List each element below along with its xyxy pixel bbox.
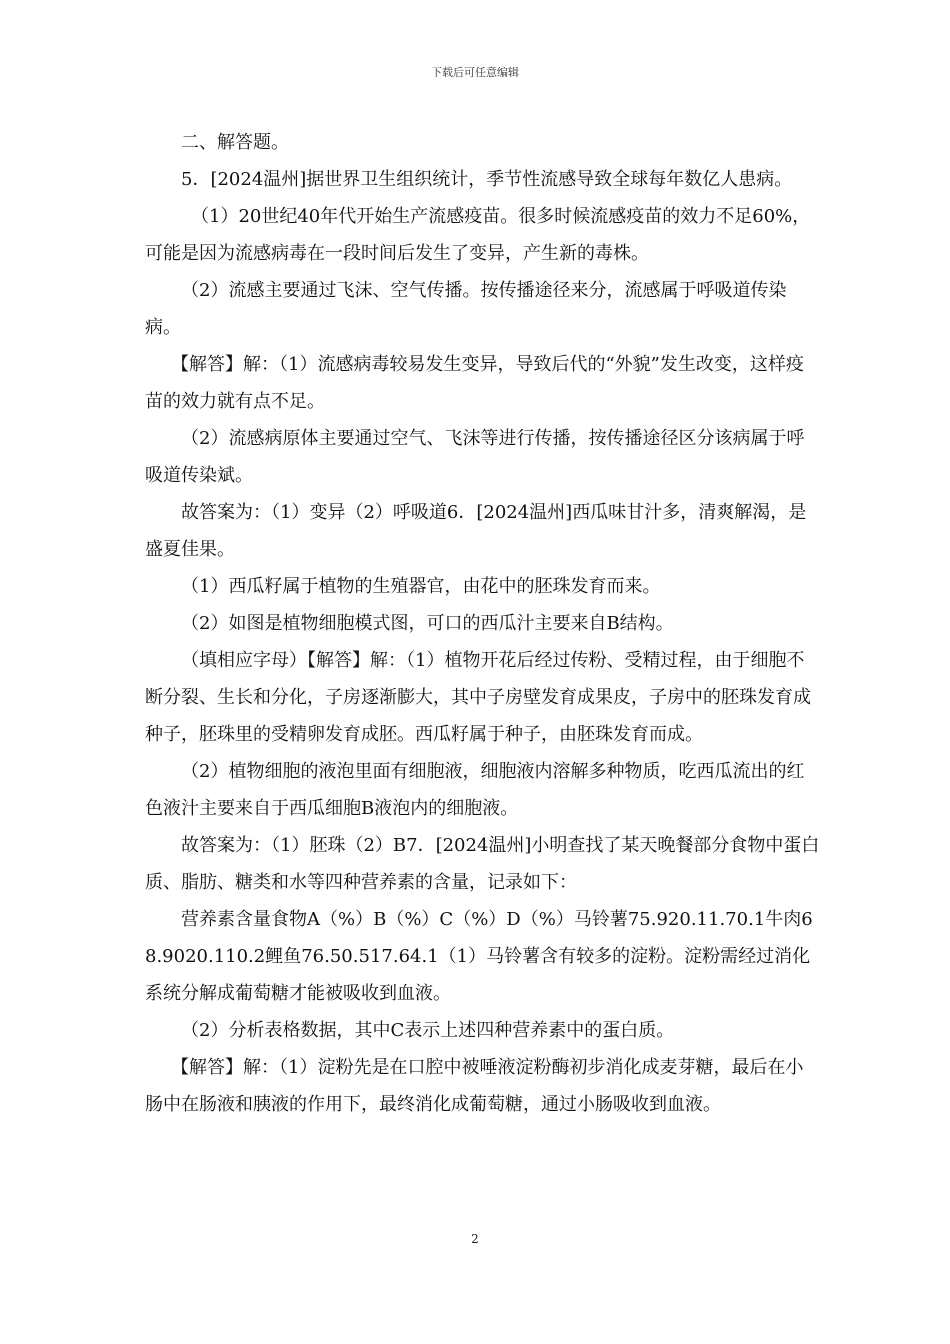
question-5-final-and-6-stem: 故答案为：（1）变异（2）呼吸道6．[2024温州]西瓜味甘汁多，清爽解渴，是盛夏佳果。: [145, 502, 807, 560]
question-6-part-1: （1）西瓜籽属于植物的生殖器官，由花中的胚珠发育而来。: [181, 576, 661, 597]
question-6-answer-1: （填相应字母）【解答】解：（1）植物开花后经过传粉、受精过程，由于细胞不断分裂、生长和分化，子房逐渐膨大，其中子房壁发育成果皮，子房中的胚珠发育成种子，胚珠里的受精卵发育成胚。西瓜籽属于种子，由胚珠发育而成。: [145, 650, 811, 745]
page-number: 2: [471, 1232, 479, 1246]
question-5-stem: 5．[2024温州]据世界卫生组织统计，季节性流感导致全球每年数亿人患病。: [181, 169, 793, 190]
question-7-answer-1: 【解答】解：（1）淀粉先是在口腔中被唾液淀粉酶初步消化成麦芽糖，最后在小肠中在肠液和胰液的作用下，最终消化成葡萄糖，通过小肠吸收到血液。: [145, 1057, 804, 1115]
section-heading: 二、解答题。: [181, 132, 289, 153]
question-7-table-and-part-1: 营养素含量食物A（%）B（%）C（%）D（%）马铃薯75.920.11.70.1牛肉68.9020.110.2鲤鱼76.50.517.64.1（1）马铃薯含有较多的淀粉。淀粉需经过消化系统分解成葡萄糖才能被吸收到血液。: [145, 909, 813, 1004]
question-5-part-2: （2）流感主要通过飞沫、空气传播。按传播途径来分，流感属于呼吸道传染病。: [145, 280, 787, 338]
document-body: [145, 124, 821, 1123]
page-header: 下载后可任意编辑: [431, 66, 519, 79]
question-6-part-2: （2）如图是植物细胞模式图，可口的西瓜汁主要来自B结构。: [181, 613, 674, 634]
question-5-answer-1: 【解答】解：（1）流感病毒较易发生变异，导致后代的“外貌”发生改变，这样疫苗的效力就有点不足。: [145, 354, 804, 412]
question-5-part-1: （1）20世纪40年代开始生产流感疫苗。很多时候流感疫苗的效力不足60%，可能是因为流感病毒在一段时间后发生了变异，产生新的毒株。: [145, 206, 811, 264]
question-5-answer-2: （2）流感病原体主要通过空气、飞沫等进行传播，按传播途径区分该病属于呼吸道传染斌。: [145, 428, 805, 486]
question-6-answer-2: （2）植物细胞的液泡里面有细胞液，细胞液内溶解多种物质，吃西瓜流出的红色液汁主要来自于西瓜细胞B液泡内的细胞液。: [145, 761, 805, 819]
question-7-part-2: （2）分析表格数据，其中C表示上述四种营养素中的蛋白质。: [181, 1020, 675, 1041]
question-6-final-and-7-stem: 故答案为：（1）胚珠（2）B7．[2024温州]小明查找了某天晚餐部分食物中蛋白质、脂肪、糖类和水等四种营养素的含量，记录如下：: [145, 835, 820, 893]
